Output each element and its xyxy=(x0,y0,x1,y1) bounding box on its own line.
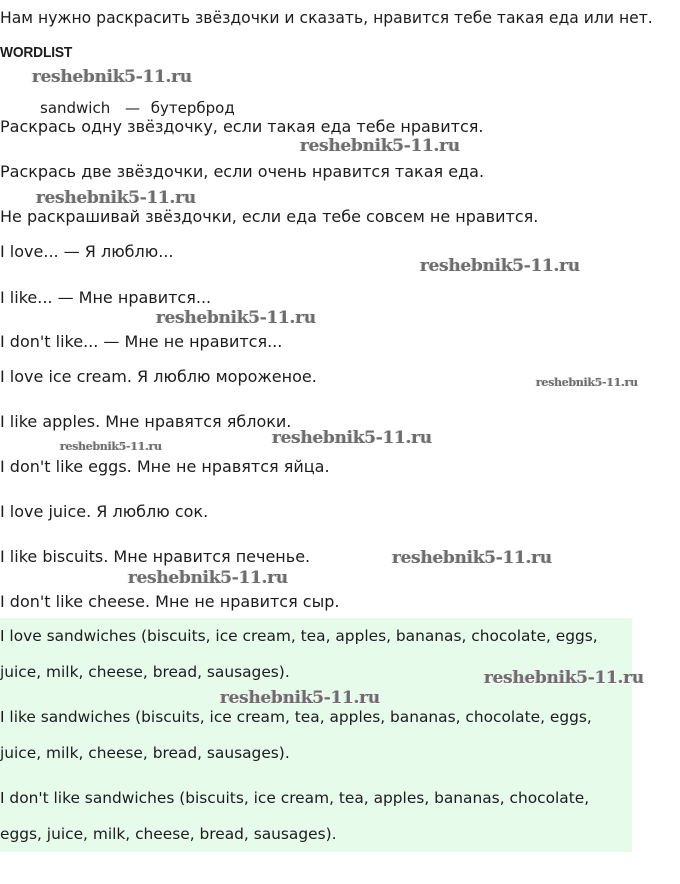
watermark: reshebnik5-11.ru xyxy=(32,67,192,87)
watermark: reshebnik5-11.ru xyxy=(392,548,552,568)
example-love-juice: I love juice. Я люблю сок. xyxy=(0,502,209,521)
answer-love-line-1: I love sandwiches (biscuits, ice cream, tea, apples, bananas, chocolate, eggs, xyxy=(0,627,598,645)
watermark: reshebnik5-11.ru xyxy=(300,136,460,156)
intro-text: Нам нужно раскрасить звёздочки и сказать, нравится тебе такая еда или нет. xyxy=(0,9,653,27)
example-like-apples: I like apples. Мне нравятся яблоки. xyxy=(0,412,292,431)
wordlist-word: sandwich xyxy=(40,99,111,117)
example-dislike-cheese: I don't like cheese. Мне не нравится сыр. xyxy=(0,592,340,611)
watermark: reshebnik5-11.ru xyxy=(420,256,580,276)
example-dislike-eggs: I don't like eggs. Мне не нравятся яйца. xyxy=(0,457,330,476)
answer-like-line-2: juice, milk, cheese, bread, sausages). xyxy=(0,744,290,762)
instruction-one-star: Раскрась одну звёздочку, если такая еда тебе нравится. xyxy=(0,117,484,136)
wordlist-heading: WORDLIST xyxy=(0,44,73,61)
phrase-like: I like... — Мне нравится... xyxy=(0,288,212,307)
answer-dislike-line-2: eggs, juice, milk, cheese, bread, sausages). xyxy=(0,825,337,843)
watermark: reshebnik5-11.ru xyxy=(272,428,432,448)
watermark: reshebnik5-11.ru xyxy=(60,440,162,453)
answer-block xyxy=(0,618,632,852)
watermark: reshebnik5-11.ru xyxy=(220,688,380,708)
phrase-dislike: I don't like... — Мне не нравится... xyxy=(0,332,283,351)
watermark: reshebnik5-11.ru xyxy=(36,188,196,208)
phrase-love: I love... — Я люблю... xyxy=(0,242,174,261)
wordlist-clipped-entry xyxy=(40,94,235,117)
watermark: reshebnik5-11.ru xyxy=(128,568,288,588)
answer-love-line-2: juice, milk, cheese, bread, sausages). xyxy=(0,663,290,681)
instruction-two-stars: Раскрась две звёздочки, если очень нравится такая еда. xyxy=(0,162,485,181)
answer-dislike-line-1: I don't like sandwiches (biscuits, ice cream, tea, apples, bananas, chocolate, xyxy=(0,789,590,807)
instruction-no-stars: Не раскрашивай звёздочки, если еда тебе совсем не нравится. xyxy=(0,207,539,226)
watermark: reshebnik5-11.ru xyxy=(536,376,638,389)
wordlist-translation: бутерброд xyxy=(150,99,235,117)
wordlist-separator: — xyxy=(125,99,141,117)
example-love-ice-cream: I love ice cream. Я люблю мороженое. xyxy=(0,367,317,386)
example-like-biscuits: I like biscuits. Мне нравится печенье. xyxy=(0,547,311,566)
watermark: reshebnik5-11.ru xyxy=(156,308,316,328)
answer-like-line-1: I like sandwiches (biscuits, ice cream, tea, apples, bananas, chocolate, eggs, xyxy=(0,708,592,726)
watermark: reshebnik5-11.ru xyxy=(484,668,644,688)
